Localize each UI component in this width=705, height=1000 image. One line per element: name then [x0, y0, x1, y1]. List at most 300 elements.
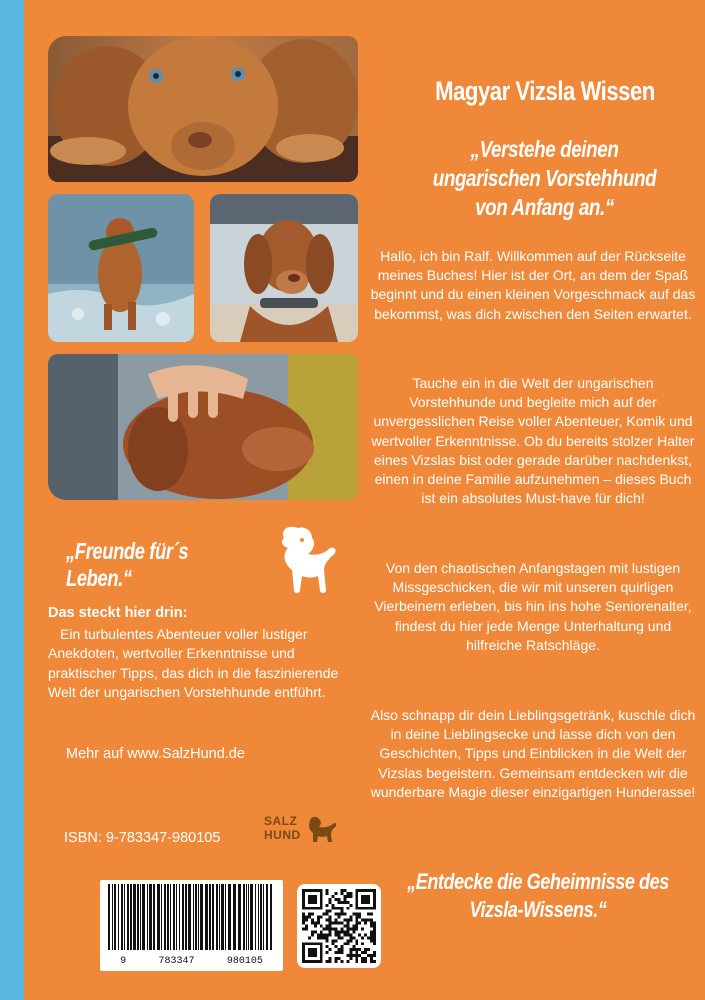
qr-module: [346, 933, 349, 936]
qr-module: [364, 951, 367, 954]
website-link[interactable]: Mehr auf www.SalzHund.de: [66, 746, 245, 762]
qr-module: [329, 916, 332, 919]
qr-module: [340, 936, 343, 939]
book-spine: [0, 0, 24, 1000]
qr-module: [361, 901, 364, 904]
contents-heading: Das steckt hier drin:: [48, 605, 188, 621]
qr-module: [358, 889, 361, 892]
qr-module: [355, 942, 358, 945]
qr-module: [320, 901, 323, 904]
qr-module: [338, 957, 341, 960]
qr-module: [343, 942, 346, 945]
qr-module: [308, 916, 311, 919]
qr-module: [317, 960, 320, 963]
qr-module: [338, 948, 341, 951]
qr-module: [338, 907, 341, 910]
barcode-bar: [250, 884, 253, 950]
qr-module: [367, 898, 370, 901]
qr-module: [373, 942, 376, 945]
qr-module: [302, 889, 305, 892]
qr-module: [320, 895, 323, 898]
qr-module: [311, 898, 314, 901]
qr-module: [358, 907, 361, 910]
qr-module: [302, 945, 305, 948]
qr-module: [326, 933, 329, 936]
qr-module: [311, 919, 314, 922]
barcode-bar: [233, 884, 236, 950]
qr-module: [338, 901, 341, 904]
barcode-digit-group: 783347: [158, 956, 195, 967]
qr-module: [349, 919, 352, 922]
qr-module: [329, 919, 332, 922]
qr-module: [361, 907, 364, 910]
qr-module: [332, 939, 335, 942]
qr-module: [338, 936, 341, 939]
barcode-bar: [225, 884, 226, 950]
qr-module: [311, 960, 314, 963]
qr-module: [349, 957, 352, 960]
qr-module: [305, 925, 308, 928]
qr-module: [346, 907, 349, 910]
qr-module: [335, 892, 338, 895]
barcode-bar: [140, 884, 141, 950]
barcode-bar: [185, 884, 187, 950]
barcode-bar: [164, 884, 166, 950]
qr-module: [329, 910, 332, 913]
qr-module: [355, 957, 358, 960]
qr-module: [355, 939, 358, 942]
qr-module: [346, 942, 349, 945]
barcode-bar: [228, 884, 231, 950]
qr-module: [332, 927, 335, 930]
barcode-bar: [118, 884, 119, 950]
barcode-bar: [200, 884, 203, 950]
barcode-bar: [270, 884, 272, 950]
qr-module: [358, 913, 361, 916]
qr-module: [320, 898, 323, 901]
qr-module: [355, 898, 358, 901]
barcode: [100, 880, 283, 971]
qr-module: [305, 907, 308, 910]
qr-module: [340, 945, 343, 948]
qr-module: [305, 919, 308, 922]
qr-module: [346, 925, 349, 928]
dog-logo-icon: [306, 815, 338, 843]
qr-module: [317, 907, 320, 910]
qr-module: [329, 898, 332, 901]
qr-module: [335, 933, 338, 936]
qr-module: [370, 907, 373, 910]
qr-module: [308, 951, 311, 954]
qr-module: [326, 904, 329, 907]
barcode-bar: [246, 884, 247, 950]
qr-module: [311, 901, 314, 904]
qr-module: [311, 907, 314, 910]
qr-module: [335, 957, 338, 960]
qr-module: [349, 951, 352, 954]
qr-module: [358, 948, 361, 951]
qr-module: [302, 942, 305, 945]
qr-module: [373, 901, 376, 904]
qr-module: [320, 892, 323, 895]
qr-module: [373, 927, 376, 930]
qr-module: [323, 933, 326, 936]
qr-module: [311, 889, 314, 892]
barcode-bar: [258, 884, 259, 950]
qr-module: [326, 927, 329, 930]
qr-module: [320, 957, 323, 960]
qr-module: [355, 907, 358, 910]
qr-module: [320, 904, 323, 907]
qr-module: [343, 889, 346, 892]
qr-module: [302, 895, 305, 898]
qr-module: [343, 919, 346, 922]
qr-module: [355, 916, 358, 919]
qr-module: [370, 913, 373, 916]
qr-module: [343, 930, 346, 933]
barcode-bar: [137, 884, 139, 950]
qr-module: [311, 948, 314, 951]
qr-module: [355, 892, 358, 895]
qr-module: [364, 922, 367, 925]
qr-module: [314, 901, 317, 904]
barcode-bar: [133, 884, 136, 950]
qr-module: [373, 960, 376, 963]
qr-module: [340, 907, 343, 910]
qr-module: [317, 942, 320, 945]
barcode-bar: [221, 884, 224, 950]
qr-module: [323, 936, 326, 939]
qr-module: [346, 892, 349, 895]
qr-module: [308, 913, 311, 916]
barcode-bar: [248, 884, 249, 950]
qr-module: [308, 901, 311, 904]
qr-module: [305, 960, 308, 963]
barcode-bar: [170, 884, 171, 950]
qr-module: [340, 927, 343, 930]
qr-module: [320, 933, 323, 936]
qr-module: [320, 916, 323, 919]
qr-module: [349, 939, 352, 942]
invite-paragraph: Also schnapp dir dein Lieblingsgetränk, kuschle dich in deine Lieblingsecke und lasse dich von den Geschichten, Tipps und Einblicken in die Welt der Vizslas begeistern. Gemeinsam entdecken wir die wunderbare Magie dieser einzigartigen Hunderasse!: [370, 707, 696, 800]
qr-module: [329, 948, 332, 951]
barcode-bar: [255, 884, 256, 950]
qr-module: [370, 919, 373, 922]
senior-dog-photo: [210, 194, 358, 342]
qr-module: [355, 904, 358, 907]
qr-module: [349, 892, 352, 895]
qr-module: [329, 933, 332, 936]
qr-module: [340, 913, 343, 916]
qr-module: [349, 927, 352, 930]
qr-module: [308, 907, 311, 910]
qr-module: [314, 948, 317, 951]
qr-module: [361, 895, 364, 898]
qr-module: [340, 889, 343, 892]
qr-module: [352, 927, 355, 930]
qr-module: [373, 892, 376, 895]
qr-module: [314, 898, 317, 901]
barcode-digits: [100, 956, 283, 967]
qr-module: [361, 957, 364, 960]
qr-module: [352, 945, 355, 948]
qr-module: [311, 954, 314, 957]
barcode-bar: [195, 884, 197, 950]
qr-module: [302, 901, 305, 904]
intro-paragraph: Hallo, ich bin Ralf. Willkommen auf der Rückseite meines Buches! Hier ist der Ort, an dem der Spaß beginnt und du einen kleinen Vorgeschmack auf das bekommst, was dich zwischen den Seiten erwartet.: [370, 248, 696, 322]
qr-module: [370, 960, 373, 963]
qr-module: [370, 889, 373, 892]
qr-module: [317, 889, 320, 892]
qr-module: [302, 904, 305, 907]
qr-module: [367, 907, 370, 910]
barcode-bar: [182, 884, 184, 950]
qr-module: [370, 930, 373, 933]
barcode-digit-group: 9: [120, 956, 127, 967]
qr-module: [343, 901, 346, 904]
qr-module: [305, 927, 308, 930]
qr-module: [308, 889, 311, 892]
qr-module: [320, 942, 323, 945]
qr-module: [323, 913, 326, 916]
qr-module: [311, 895, 314, 898]
qr-module: [361, 898, 364, 901]
qr-module: [355, 948, 358, 951]
qr-module: [314, 954, 317, 957]
qr-module: [340, 910, 343, 913]
qr-module: [320, 925, 323, 928]
qr-module: [364, 907, 367, 910]
barcode-bar: [212, 884, 214, 950]
qr-module: [305, 942, 308, 945]
qr-module: [358, 954, 361, 957]
qr-module: [346, 939, 349, 942]
running-dog-photo: [48, 194, 194, 342]
qr-module: [332, 942, 335, 945]
qr-module: [349, 954, 352, 957]
qr-code-icon: [297, 884, 381, 968]
barcode-bar: [219, 884, 220, 950]
qr-module: [361, 889, 364, 892]
qr-module: [373, 925, 376, 928]
qr-module: [326, 936, 329, 939]
qr-module: [320, 951, 323, 954]
friends-quote: „Freunde für´s Leben.“: [66, 538, 189, 591]
qr-module: [358, 922, 361, 925]
qr-module: [323, 927, 326, 930]
qr-module: [302, 951, 305, 954]
qr-module: [358, 933, 361, 936]
qr-module: [343, 895, 346, 898]
barcode-digit-group: 980105: [226, 956, 263, 967]
qr-module: [373, 907, 376, 910]
qr-module: [361, 927, 364, 930]
qr-module: [308, 960, 311, 963]
qr-module: [370, 925, 373, 928]
barcode-bar: [153, 884, 155, 950]
qr-module: [302, 927, 305, 930]
barcode-bar: [216, 884, 218, 950]
journey-paragraph: Von den chaotischen Anfangstagen mit lustigen Missgeschicken, die wir mit unseren quirligen Vierbeinern erleben, bis hin ins hohe Seniorenalter, findest du hier jede Menge Unterhaltung und hilfreiche Ratschläge.: [374, 560, 692, 653]
qr-module: [314, 895, 317, 898]
qr-module: [326, 951, 329, 954]
qr-module: [373, 930, 376, 933]
qr-module: [346, 919, 349, 922]
qr-module: [302, 919, 305, 922]
qr-module: [314, 925, 317, 928]
qr-module: [317, 919, 320, 922]
qr-module: [302, 960, 305, 963]
qr-module: [346, 954, 349, 957]
qr-module: [314, 951, 317, 954]
qr-module: [308, 936, 311, 939]
book-title: Magyar Vizsla Wissen: [435, 76, 655, 106]
publisher-logo-line2: HUND: [264, 828, 301, 842]
qr-module: [367, 901, 370, 904]
barcode-bar: [121, 884, 123, 950]
qr-module: [364, 895, 367, 898]
qr-module: [305, 916, 308, 919]
qr-module: [320, 945, 323, 948]
dive-in-paragraph: Tauche ein in die Welt der ungarischen Vorstehhunde und begleite mich auf der unvergesslichen Reise voller Abenteuer, Komik und wertvoller Erkenntnisse. Ob du bereits stolzer Halter eines Vizslas bist oder gerade darüber nachdenkst, einen in deine Familie aufzunehmen – dieses Buch ist ein absolutes Must-have für dich!: [371, 375, 695, 507]
barcode-bar: [167, 884, 169, 950]
isbn: ISBN: 9-783347-980105: [64, 830, 221, 846]
qr-module: [335, 960, 338, 963]
barcode-bar: [266, 884, 268, 950]
qr-module: [338, 913, 341, 916]
qr-module: [364, 948, 367, 951]
qr-module: [338, 916, 341, 919]
barcode-bar: [124, 884, 125, 950]
qr-module: [343, 933, 346, 936]
barcode-bar: [198, 884, 199, 950]
barcode-bar: [149, 884, 152, 950]
qr-module: [346, 960, 349, 963]
qr-module: [340, 922, 343, 925]
qr-module: [358, 916, 361, 919]
qr-module: [338, 922, 341, 925]
qr-module: [320, 889, 323, 892]
barcode-bar: [205, 884, 208, 950]
qr-module: [370, 936, 373, 939]
qr-module: [311, 913, 314, 916]
qr-module: [355, 927, 358, 930]
tagline: „Verstehe deinen ungarischen Vorstehhund von Anfang an.“: [432, 136, 657, 220]
qr-module: [302, 954, 305, 957]
barcode-bar: [188, 884, 191, 950]
qr-module: [329, 957, 332, 960]
qr-module: [320, 907, 323, 910]
qr-module: [320, 930, 323, 933]
qr-module: [311, 942, 314, 945]
qr-module: [329, 922, 332, 925]
qr-module: [373, 922, 376, 925]
qr-module: [349, 948, 352, 951]
barcode-bar: [209, 884, 211, 950]
qr-module: [346, 895, 349, 898]
qr-module: [326, 892, 329, 895]
barcode-bar: [238, 884, 241, 950]
qr-module: [314, 942, 317, 945]
qr-module: [355, 954, 358, 957]
qr-module: [340, 892, 343, 895]
qr-module: [373, 889, 376, 892]
qr-module: [352, 925, 355, 928]
qr-module: [332, 895, 335, 898]
qr-module: [302, 892, 305, 895]
qr-module: [349, 936, 352, 939]
qr-module: [326, 889, 329, 892]
barcode-bar: [193, 884, 194, 950]
qr-module: [361, 919, 364, 922]
qr-module: [367, 954, 370, 957]
petting-dog-photo: [48, 354, 358, 500]
qr-module: [311, 922, 314, 925]
qr-module: [346, 927, 349, 930]
qr-module: [340, 960, 343, 963]
qr-module: [370, 922, 373, 925]
qr-module: [317, 922, 320, 925]
closing-quote: „Entdecke die Geheimnisse des Vizsla-Wissens.“: [407, 869, 669, 922]
qr-module: [326, 960, 329, 963]
barcode-bar: [114, 884, 116, 950]
qr-module: [338, 951, 341, 954]
qr-module: [349, 904, 352, 907]
qr-module: [367, 936, 370, 939]
publisher-logo: [264, 813, 340, 849]
qr-module: [335, 907, 338, 910]
qr-module: [343, 913, 346, 916]
qr-module: [329, 901, 332, 904]
qr-module: [329, 930, 332, 933]
qr-module: [361, 960, 364, 963]
qr-module: [302, 916, 305, 919]
qr-module: [335, 913, 338, 916]
qr-module: [364, 960, 367, 963]
qr-module: [364, 933, 367, 936]
barcode-bar: [130, 884, 132, 950]
qr-module: [355, 901, 358, 904]
qr-module: [343, 925, 346, 928]
barcode-bar: [263, 884, 264, 950]
barcode-bar: [173, 884, 175, 950]
qr-module: [314, 907, 317, 910]
qr-module: [355, 913, 358, 916]
qr-module: [326, 919, 329, 922]
qr-module: [338, 933, 341, 936]
qr-module: [373, 895, 376, 898]
qr-module: [355, 951, 358, 954]
qr-module: [373, 898, 376, 901]
qr-module: [373, 951, 376, 954]
qr-module: [317, 916, 320, 919]
qr-module: [314, 889, 317, 892]
qr-module: [340, 951, 343, 954]
qr-module: [320, 948, 323, 951]
qr-module: [346, 901, 349, 904]
qr-module: [349, 933, 352, 936]
qr-module: [326, 910, 329, 913]
qr-module: [346, 930, 349, 933]
qr-module: [326, 945, 329, 948]
qr-module: [370, 939, 373, 942]
qr-module: [373, 954, 376, 957]
qr-module: [320, 954, 323, 957]
qr-module: [335, 919, 338, 922]
qr-module: [332, 907, 335, 910]
qr-module: [335, 951, 338, 954]
qr-module: [302, 898, 305, 901]
